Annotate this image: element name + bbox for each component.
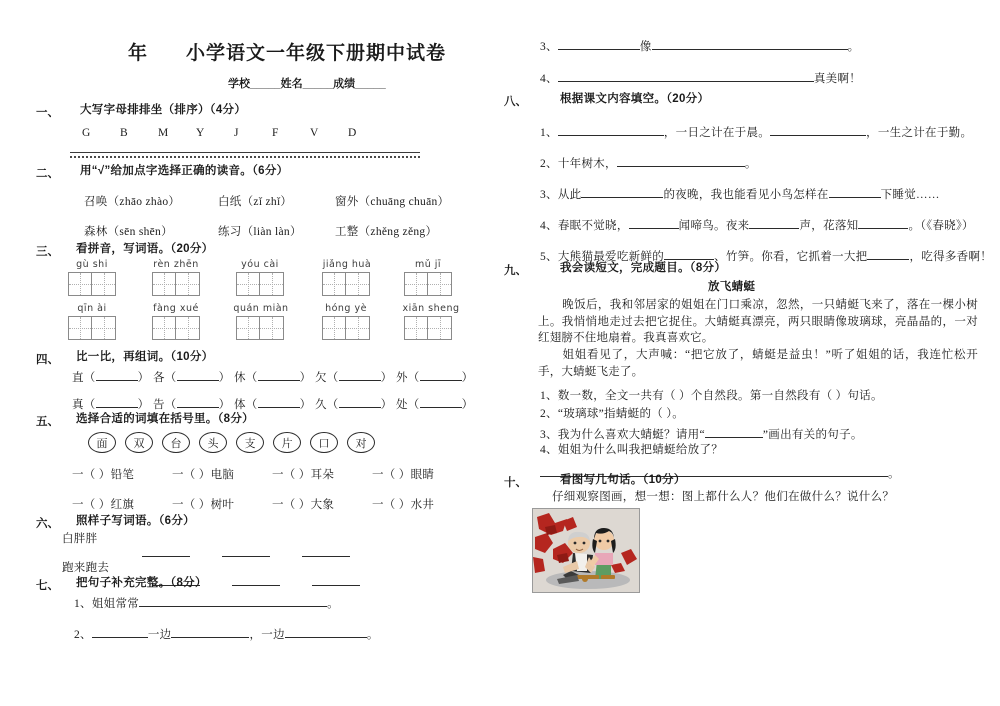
reading-question-3[interactable] xyxy=(540,426,863,443)
period: 。 xyxy=(888,468,900,480)
section-5-heading: 选择合适的词填在括号里。（8分） xyxy=(76,413,254,425)
q2-suffix: 。 xyxy=(744,158,757,170)
answer-blank[interactable] xyxy=(142,545,190,557)
pronunciation-item[interactable] xyxy=(84,226,173,240)
pron-word: 白纸 xyxy=(218,196,242,208)
pron-word: 森林 xyxy=(84,226,108,238)
grid-cell[interactable] xyxy=(260,316,284,340)
letter-item: G xyxy=(82,127,91,139)
right-column xyxy=(500,0,1000,706)
pronunciation-item[interactable] xyxy=(218,226,302,240)
measure-fill-item[interactable]: 一（ ）电脑 xyxy=(172,469,235,481)
passage-paragraph-1 xyxy=(538,297,978,347)
answer-blank[interactable] xyxy=(312,574,360,586)
answer-blank[interactable] xyxy=(829,186,881,198)
writing-grid[interactable] xyxy=(152,316,200,340)
section-10-heading: 看图写几句话。（10分） xyxy=(560,474,686,486)
answer-blank[interactable] xyxy=(285,626,367,638)
q2-mid2: ，一边 xyxy=(249,629,285,641)
paren-close: ） xyxy=(137,399,150,411)
answer-blank[interactable] xyxy=(770,124,866,136)
sentence-complete-q4[interactable] xyxy=(540,70,861,87)
section-7-heading: 把句子补充完整。（8分） xyxy=(76,577,207,589)
pron-options: （zhāo zhào） xyxy=(107,196,181,208)
pron-word: 召唤 xyxy=(84,196,108,208)
word-build-item[interactable] xyxy=(234,369,311,386)
answer-blank[interactable] xyxy=(96,369,138,381)
answer-blank[interactable] xyxy=(222,545,270,557)
section-marker-8: 八、 xyxy=(504,96,527,108)
paren-close: ） xyxy=(299,399,312,411)
grid-cell[interactable] xyxy=(404,272,428,296)
pinyin-label: hóng yè xyxy=(325,303,367,314)
measure-fill-item[interactable]: 一（ ）红旗 xyxy=(72,499,135,511)
letter-item: F xyxy=(272,127,279,139)
measure-word-bank xyxy=(88,432,375,453)
q3-text: 3、从此 xyxy=(540,189,582,201)
section-9-heading: 我会读短文，完成题目。（8分） xyxy=(560,262,727,274)
q3-text2: 的夜晚，我也能看见小鸟怎样在 xyxy=(663,189,829,201)
grid-cell[interactable] xyxy=(322,272,346,296)
answer-blank[interactable] xyxy=(858,217,908,229)
grid-cell[interactable] xyxy=(68,316,92,340)
measure-word-chip[interactable]: 对 xyxy=(347,432,375,453)
q1-num: 1、 xyxy=(540,127,558,139)
answer-blank[interactable] xyxy=(92,626,148,638)
sentence-complete-q2[interactable] xyxy=(74,626,379,643)
char-prompt: 体（ xyxy=(234,399,258,411)
grid-cell[interactable] xyxy=(152,272,176,296)
q3-text: 3、我为什么喜欢大蜻蜓？请用“ xyxy=(540,429,705,441)
pattern-example-1: 白胖胖 xyxy=(62,533,98,545)
char-prompt: 外（ xyxy=(396,372,420,384)
grid-cell[interactable] xyxy=(346,316,370,340)
q2-suffix: 。 xyxy=(366,629,379,641)
paren-close: ） xyxy=(380,399,393,411)
section-8-heading: 根据课文内容填空。（20分） xyxy=(560,93,710,105)
section-marker-6: 六、 xyxy=(36,518,59,530)
answer-blank[interactable] xyxy=(581,186,663,198)
writing-grid[interactable] xyxy=(404,316,452,340)
paren-close: ） xyxy=(461,399,474,411)
measure-fill-item[interactable]: 一（ ）水井 xyxy=(372,499,435,511)
answer-blank[interactable] xyxy=(558,38,640,50)
writing-grid[interactable] xyxy=(322,316,370,340)
measure-fill-item[interactable]: 一（ ）眼睛 xyxy=(372,469,435,481)
grid-cell[interactable] xyxy=(68,272,92,296)
answer-blank[interactable] xyxy=(664,248,714,260)
letter-item: J xyxy=(234,127,239,139)
char-prompt: 直（ xyxy=(72,372,96,384)
grid-cell[interactable] xyxy=(322,316,346,340)
fill-blank-q4[interactable] xyxy=(540,217,974,234)
grid-cell[interactable] xyxy=(236,272,260,296)
pron-options: （zhěng zěng） xyxy=(358,226,438,238)
answer-blank[interactable] xyxy=(558,70,814,82)
writing-grid[interactable] xyxy=(236,316,284,340)
section-marker-5: 五、 xyxy=(36,416,59,428)
measure-word-chip[interactable]: 片 xyxy=(273,432,301,453)
section-1-heading: 大写字母排排坐（排序）（4分） xyxy=(80,104,247,116)
q4-text2: 闻啼鸟。夜来 xyxy=(678,220,750,232)
answer-blank[interactable] xyxy=(171,626,249,638)
grid-cell[interactable] xyxy=(92,316,116,340)
answer-blank[interactable] xyxy=(420,396,462,408)
pinyin-label: yóu cài xyxy=(241,259,279,270)
measure-word-chip[interactable]: 台 xyxy=(162,432,190,453)
q5-text2: 、竹笋。你看，它抓着一大把 xyxy=(714,251,868,263)
char-prompt: 休（ xyxy=(234,372,258,384)
grid-cell[interactable] xyxy=(176,316,200,340)
reading-question-4[interactable]: 4、姐姐为什么叫我把蜻蜓给放了？ xyxy=(540,444,724,456)
illustration-image xyxy=(532,508,640,593)
pronunciation-item[interactable] xyxy=(218,196,292,210)
word-build-item[interactable] xyxy=(315,396,392,413)
q3-prefix: 3、 xyxy=(540,41,558,53)
answer-blank[interactable] xyxy=(177,369,219,381)
letter-item: M xyxy=(158,127,169,139)
section-marker-9: 九、 xyxy=(504,265,527,277)
pinyin-label: xiān sheng xyxy=(402,303,460,314)
divider-solid xyxy=(70,152,420,153)
measure-word-chip[interactable]: 支 xyxy=(236,432,264,453)
answer-blank[interactable] xyxy=(558,124,664,136)
pron-word: 练习 xyxy=(218,226,242,238)
section-1-letters xyxy=(82,123,382,141)
writing-grid[interactable] xyxy=(322,272,370,296)
pron-word: 工整 xyxy=(335,226,359,238)
letter-item: D xyxy=(348,127,357,139)
pron-options: （chuāng chuān） xyxy=(358,196,450,208)
passage-title: 放飞蜻蜓 xyxy=(708,281,756,293)
char-prompt: 真（ xyxy=(72,399,96,411)
answer-blank[interactable] xyxy=(96,396,138,408)
section-marker-3: 三、 xyxy=(36,246,59,258)
section-marker-1: 一、 xyxy=(36,107,59,119)
paren-close: ） xyxy=(218,372,231,384)
passage-paragraph-2 xyxy=(538,347,978,380)
page-title: 小学语文一年级下册期中试卷 xyxy=(186,43,447,64)
passage-text: 晚饭后，我和邻居家的姐姐在门口乘凉，忽然，一只蜻蜓飞来了，落在一棵小树上。我悄悄地走过去把它捉住。大蜻蜓真漂亮，两只眼睛像玻璃球，亮晶晶的，一对红翅膀不住地扇着。我真喜欢它。 xyxy=(538,299,978,344)
word-build-item[interactable] xyxy=(396,369,473,386)
pinyin-label: mǔ jī xyxy=(414,259,442,270)
fill-blank-q2[interactable] xyxy=(540,155,757,172)
char-prompt: 久（ xyxy=(315,399,339,411)
word-build-item[interactable] xyxy=(72,396,149,413)
measure-fill-item[interactable]: 一（ ）铅笔 xyxy=(72,469,135,481)
letter-item: V xyxy=(310,127,319,139)
word-build-item[interactable] xyxy=(234,396,311,413)
q4-text4: 。（《春晓》） xyxy=(908,220,974,232)
q1-text: ，一日之计在于晨。 xyxy=(663,127,771,139)
measure-word-chip[interactable]: 口 xyxy=(310,432,338,453)
answer-blank[interactable] xyxy=(749,217,799,229)
answer-blank[interactable] xyxy=(302,545,350,557)
pronunciation-item[interactable] xyxy=(335,196,449,210)
grid-cell[interactable] xyxy=(404,316,428,340)
answer-blank[interactable] xyxy=(617,155,745,167)
q1-suffix: 。 xyxy=(327,598,339,610)
answer-blank[interactable] xyxy=(420,369,462,381)
q5-text3: ，吃得多香啊！ xyxy=(909,251,993,263)
grid-cell[interactable] xyxy=(236,316,260,340)
char-prompt: 欠（ xyxy=(315,372,339,384)
pinyin-label: fàng xué xyxy=(153,303,199,314)
section-marker-4: 四、 xyxy=(36,354,59,366)
q5-text: 5、大熊猫最爱吃新鲜的 xyxy=(540,251,665,263)
fill-blank-q3[interactable] xyxy=(540,186,940,203)
paren-close: ） xyxy=(218,399,231,411)
sentence-complete-q3[interactable] xyxy=(540,38,859,55)
measure-word-chip[interactable]: 面 xyxy=(88,432,116,453)
pinyin-label: qīn ài xyxy=(77,303,107,314)
answer-blank[interactable] xyxy=(177,396,219,408)
divider-dotted xyxy=(70,156,420,158)
illustration-svg xyxy=(533,509,639,592)
word-build-item[interactable] xyxy=(396,396,473,413)
answer-blank[interactable] xyxy=(705,426,763,438)
year-label: 年 xyxy=(128,43,149,64)
paren-close: ） xyxy=(299,372,312,384)
answer-blank[interactable] xyxy=(258,396,300,408)
answer-blank[interactable] xyxy=(867,248,909,260)
pinyin-label: rèn zhēn xyxy=(153,259,199,270)
pronunciation-item[interactable] xyxy=(84,196,180,210)
paren-close: ） xyxy=(380,372,393,384)
q2-prefix: 2、 xyxy=(74,629,92,641)
q3-text3: 下睡觉…… xyxy=(880,189,940,201)
answer-blank[interactable] xyxy=(629,217,679,229)
char-prompt: 告（ xyxy=(153,399,177,411)
pron-options: （sēn shēn） xyxy=(107,226,173,238)
q3-text2: ”画出有关的句子。 xyxy=(762,429,863,441)
measure-fill-item[interactable]: 一（ ）大象 xyxy=(272,499,335,511)
answer-blank[interactable] xyxy=(258,369,300,381)
pinyin-label: quán miàn xyxy=(233,303,289,314)
word-build-item[interactable] xyxy=(153,369,230,386)
q4-text: 4、春眠不觉晓， xyxy=(540,220,629,232)
student-info-line: 学校_____姓名_____成绩_____ xyxy=(228,78,386,90)
letter-item: B xyxy=(120,127,128,139)
paren-close: ） xyxy=(461,372,474,384)
pron-word: 窗外 xyxy=(335,196,359,208)
passage-text: 姐姐看见了，大声喊：“把它放了，蜻蜓是益虫！”听了姐姐的话，我连忙松开手，大蜻蜓飞走了。 xyxy=(538,349,978,378)
section-6-heading: 照样子写词语。（6分） xyxy=(76,515,195,527)
q2-mid1: 一边 xyxy=(147,629,172,641)
q3-suffix: 。 xyxy=(847,41,860,53)
sentence-complete-q1[interactable] xyxy=(74,595,339,612)
word-build-item[interactable] xyxy=(315,369,392,386)
pinyin-label: jiǎng huà xyxy=(322,259,372,270)
char-prompt: 各（ xyxy=(153,372,177,384)
grid-cell[interactable] xyxy=(176,272,200,296)
q3-mid: 像 xyxy=(639,41,652,53)
measure-fill-item[interactable]: 一（ ）耳朵 xyxy=(272,469,335,481)
answer-blank[interactable] xyxy=(232,574,280,586)
section-3-heading: 看拼音，写词语。（20分） xyxy=(76,243,214,255)
answer-blank[interactable] xyxy=(339,369,381,381)
section-4-heading: 比一比，再组词。（10分） xyxy=(76,351,214,363)
measure-word-chip[interactable]: 头 xyxy=(199,432,227,453)
q4-text3: 声，花落知 xyxy=(799,220,859,232)
pron-options: （zǐ zhǐ） xyxy=(241,196,293,208)
section-2-heading: 用“√”给加点字选择正确的读音。（6分） xyxy=(80,165,289,177)
measure-word-chip[interactable]: 双 xyxy=(125,432,153,453)
q2-text: 2、十年树木， xyxy=(540,158,617,170)
grid-cell[interactable] xyxy=(428,272,452,296)
section-marker-10: 十、 xyxy=(504,477,527,489)
word-build-item[interactable] xyxy=(153,396,230,413)
reading-question-1[interactable]: 1、数一数，全文一共有（ ）个自然段。第一自然段有（ ）句话。 xyxy=(540,390,883,402)
grid-cell[interactable] xyxy=(260,272,284,296)
writing-grid[interactable] xyxy=(236,272,284,296)
writing-grid[interactable] xyxy=(152,272,200,296)
fill-blank-q1[interactable] xyxy=(540,124,972,141)
writing-grid[interactable] xyxy=(68,272,116,296)
section-marker-2: 二、 xyxy=(36,168,59,180)
q1-prefix: 1、姐姐常常 xyxy=(74,598,140,610)
grid-cell[interactable] xyxy=(92,272,116,296)
char-prompt: 处（ xyxy=(396,399,420,411)
section-10-prompt: 仔细观察图画，想一想：图上都什么人？他们在做什么？说什么？ xyxy=(552,491,895,503)
word-build-item[interactable] xyxy=(72,369,149,386)
q1-text2: ，一生之计在于勤。 xyxy=(866,127,973,139)
grid-cell[interactable] xyxy=(428,316,452,340)
reading-question-2[interactable]: 2、“玻璃球”指蜻蜓的（ ）。 xyxy=(540,408,685,420)
grid-cell[interactable] xyxy=(152,316,176,340)
writing-grid[interactable] xyxy=(68,316,116,340)
pinyin-label: gù shi xyxy=(76,259,108,270)
paren-close: ） xyxy=(137,372,150,384)
writing-grid[interactable] xyxy=(404,272,452,296)
pronunciation-item[interactable] xyxy=(335,226,437,240)
answer-blank[interactable] xyxy=(652,38,848,50)
grid-cell[interactable] xyxy=(346,272,370,296)
q4-prefix: 4、 xyxy=(540,73,558,85)
section-marker-7: 七、 xyxy=(36,580,59,592)
pron-options: （liàn làn） xyxy=(241,226,302,238)
q4-suffix: 真美啊！ xyxy=(813,73,862,85)
pattern-example-2: 跑来跑去 xyxy=(62,562,110,574)
letter-item: Y xyxy=(196,127,205,139)
answer-blank[interactable] xyxy=(339,396,381,408)
answer-blank[interactable] xyxy=(139,595,327,607)
measure-fill-item[interactable]: 一（ ）树叶 xyxy=(172,499,235,511)
